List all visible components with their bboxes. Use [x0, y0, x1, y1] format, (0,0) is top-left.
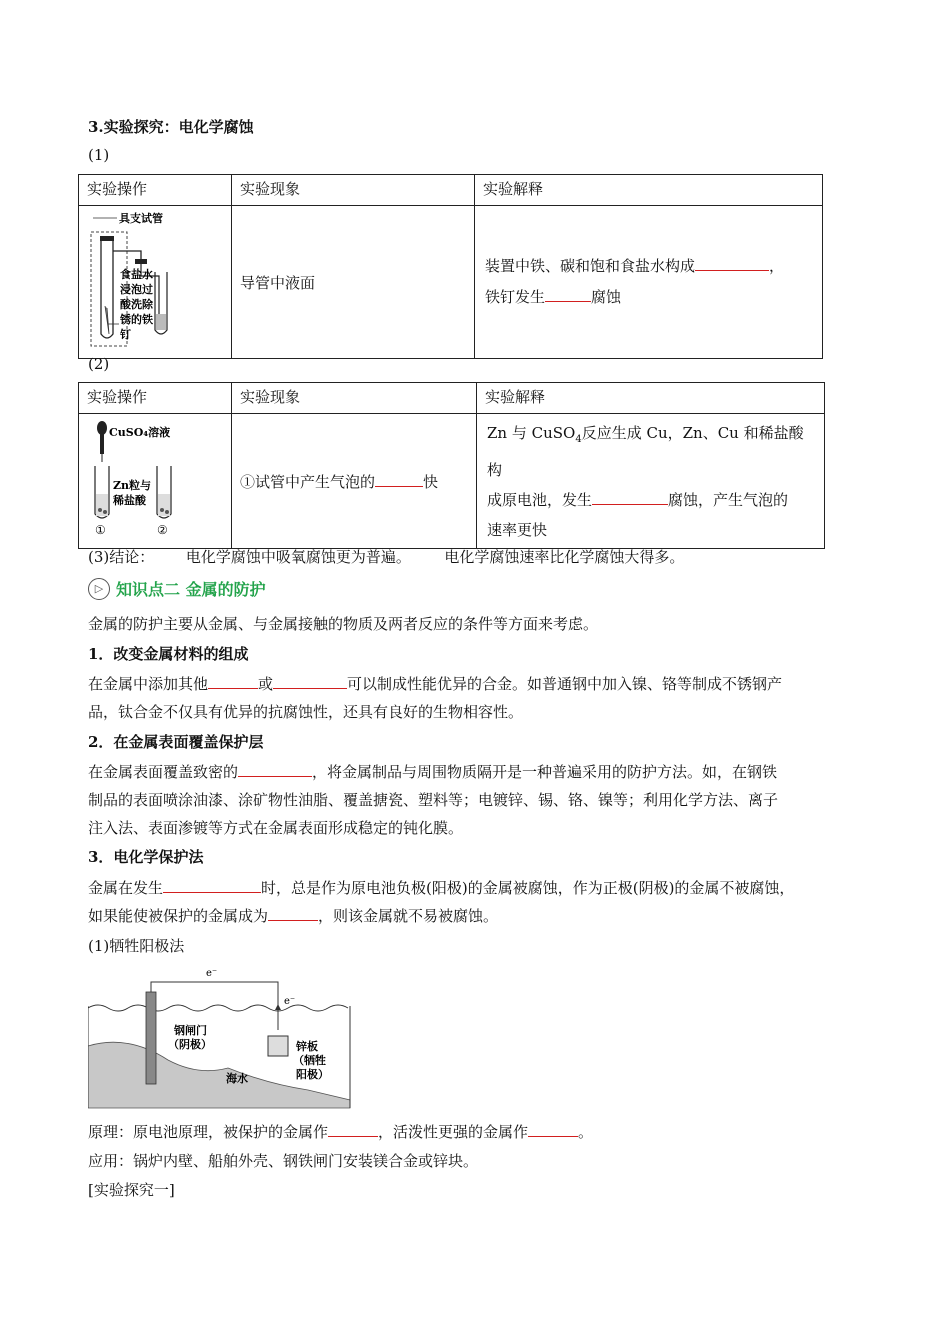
phenomenon-cell: [232, 414, 477, 549]
principle-line: 原理：原电池原理，被保护的金属作 ，活泼性更强的金属作 。: [88, 1118, 848, 1146]
phenomenon-text: 快: [423, 472, 439, 491]
explanation-text: 成原电池，发生: [487, 490, 593, 509]
fig-label-zinc: 锌板: [296, 1040, 318, 1053]
section-title: 3.实验探究：电化学腐蚀: [88, 118, 254, 136]
paragraph: 在金属表面覆盖致密的 ，将金属制品与周围物质隔开是一种普遍采用的防护方法。如，在钢铁 制品的表面喷涂油漆、涂矿物性油脂、覆盖搪瓷、塑料等；电镀锌、锡、铬、镍等；利用化学方法、离子 注入法、表面渗镀等方式在金属表面形成稳定的钝化膜。: [88, 758, 848, 842]
explanation-cell: [475, 206, 823, 359]
conclusion: [88, 546, 684, 567]
experiment-label: [实验探究一]: [88, 1181, 175, 1199]
answer-blank[interactable]: [375, 470, 423, 487]
fig-label-tube: 具支试管: [119, 212, 163, 225]
fig-label-gate: 钢闸门: [174, 1024, 207, 1037]
subsection-title: 3．电化学保护法: [88, 848, 204, 866]
steel-gate: [146, 992, 156, 1084]
subsection-title: 1．改变金属材料的组成: [88, 645, 249, 663]
electron-label: e⁻: [284, 996, 296, 1007]
table-header: 实验现象: [232, 175, 475, 206]
table-header: 实验操作: [79, 175, 232, 206]
answer-blank[interactable]: [592, 488, 668, 505]
answer-blank[interactable]: [528, 1120, 578, 1137]
part-label-1: (1): [88, 146, 110, 164]
fig-label-zn1: Zn粒与: [113, 479, 152, 492]
table-header: 实验解释: [475, 175, 823, 206]
fig-label-line2: 浸泡过: [120, 283, 153, 296]
zinc-acid-figure: [79, 414, 229, 544]
zinc-plate: [268, 1036, 288, 1056]
explanation-text: Zn 与 CuSO: [487, 423, 576, 442]
electron-label: e⁻: [206, 968, 218, 979]
explanation-text: 铁钉发生: [485, 288, 546, 306]
fig-label-zn2: 稀盐酸: [113, 494, 146, 507]
phenomenon-text: ①试管中产生气泡的: [240, 472, 376, 491]
experiment-table-2: [78, 382, 825, 549]
part-label-2: (2): [88, 355, 110, 373]
sub-heading: (1)牺牲阳极法: [88, 937, 185, 955]
answer-blank[interactable]: [238, 760, 312, 777]
answer-blank[interactable]: [545, 285, 591, 302]
fig-label-reagent: CuSO₄溶液: [109, 426, 171, 439]
intro-paragraph: 金属的防护主要从金属、与金属接触的物质及两者反应的条件等方面来考虑。: [88, 615, 599, 633]
sacrificial-anode-figure: [88, 960, 358, 1112]
fig-label-line4: 锈的铁: [120, 313, 153, 326]
conclusion-label: (3)结论：: [88, 548, 155, 566]
subscript: 4: [575, 433, 582, 445]
conclusion-text: 电化学腐蚀速率比化学腐蚀大得多。: [444, 548, 685, 566]
answer-blank[interactable]: [695, 254, 769, 271]
phenomenon-text: 导管中液面: [240, 273, 316, 292]
tube-number-1: ①: [95, 523, 106, 537]
branched-test-tube-figure: [79, 206, 229, 354]
table-header: 实验现象: [232, 383, 477, 414]
explanation-text: 速率更快: [487, 520, 548, 539]
explanation-cell: [477, 414, 825, 549]
answer-blank[interactable]: [268, 904, 318, 921]
fig-label-gate: （阴极）: [168, 1038, 212, 1051]
answer-blank[interactable]: [273, 672, 347, 689]
explanation-text: ，: [769, 257, 785, 275]
explanation-text: 腐蚀: [591, 288, 622, 306]
explanation-text: 装置中铁、碳和饱和食盐水构成: [485, 257, 696, 275]
fig-label-line5: 钉: [120, 328, 131, 341]
experiment-table-1: [78, 174, 823, 359]
fig-label-sea: 海水: [226, 1072, 248, 1085]
phenomenon-cell: [232, 206, 475, 359]
paragraph: 金属在发生 时，总是作为原电池负极(阳极)的金属被腐蚀，作为正极(阴极)的金属不被腐蚀， 如果能使被保护的金属成为 ，则该金属就不易被腐蚀。: [88, 874, 848, 930]
answer-blank[interactable]: [208, 672, 258, 689]
knowledge-point-heading: [88, 577, 266, 600]
apparatus-figure-cell: [79, 414, 232, 549]
apparatus-figure-cell: [79, 206, 232, 359]
fig-label-line3: 酸洗除: [120, 298, 153, 311]
explanation-text: 腐蚀，产生气泡的: [668, 490, 789, 509]
subsection-title: 2．在金属表面覆盖保护层: [88, 733, 264, 751]
fig-label-zinc: （牺牲: [293, 1054, 326, 1067]
tube-number-2: ②: [157, 523, 168, 537]
arrow-circle-icon: ▷: [88, 578, 110, 600]
knowledge-point-title: 知识点二 金属的防护: [116, 580, 266, 599]
fig-label-zinc: 阳极）: [296, 1068, 329, 1081]
table-header: 实验操作: [79, 383, 232, 414]
conclusion-text: 电化学腐蚀中吸氧腐蚀更为普遍。: [185, 548, 411, 566]
answer-blank[interactable]: [328, 1120, 378, 1137]
application-line: 应用：锅炉内壁、船舶外壳、钢铁闸门安装镁合金或锌块。: [88, 1152, 479, 1170]
table-header: 实验解释: [477, 383, 825, 414]
explanation-text: 反应生成 Cu，Zn、Cu 和稀盐酸构: [487, 423, 804, 479]
answer-blank[interactable]: [163, 876, 261, 893]
paragraph: 在金属中添加其他 或 可以制成性能优异的合金。如普通钢中加入镍、铬等制成不锈钢产 品，钛合金不仅具有优异的抗腐蚀性，还具有良好的生物相容性。: [88, 670, 848, 726]
fig-label-line1: 食盐水: [120, 268, 153, 281]
